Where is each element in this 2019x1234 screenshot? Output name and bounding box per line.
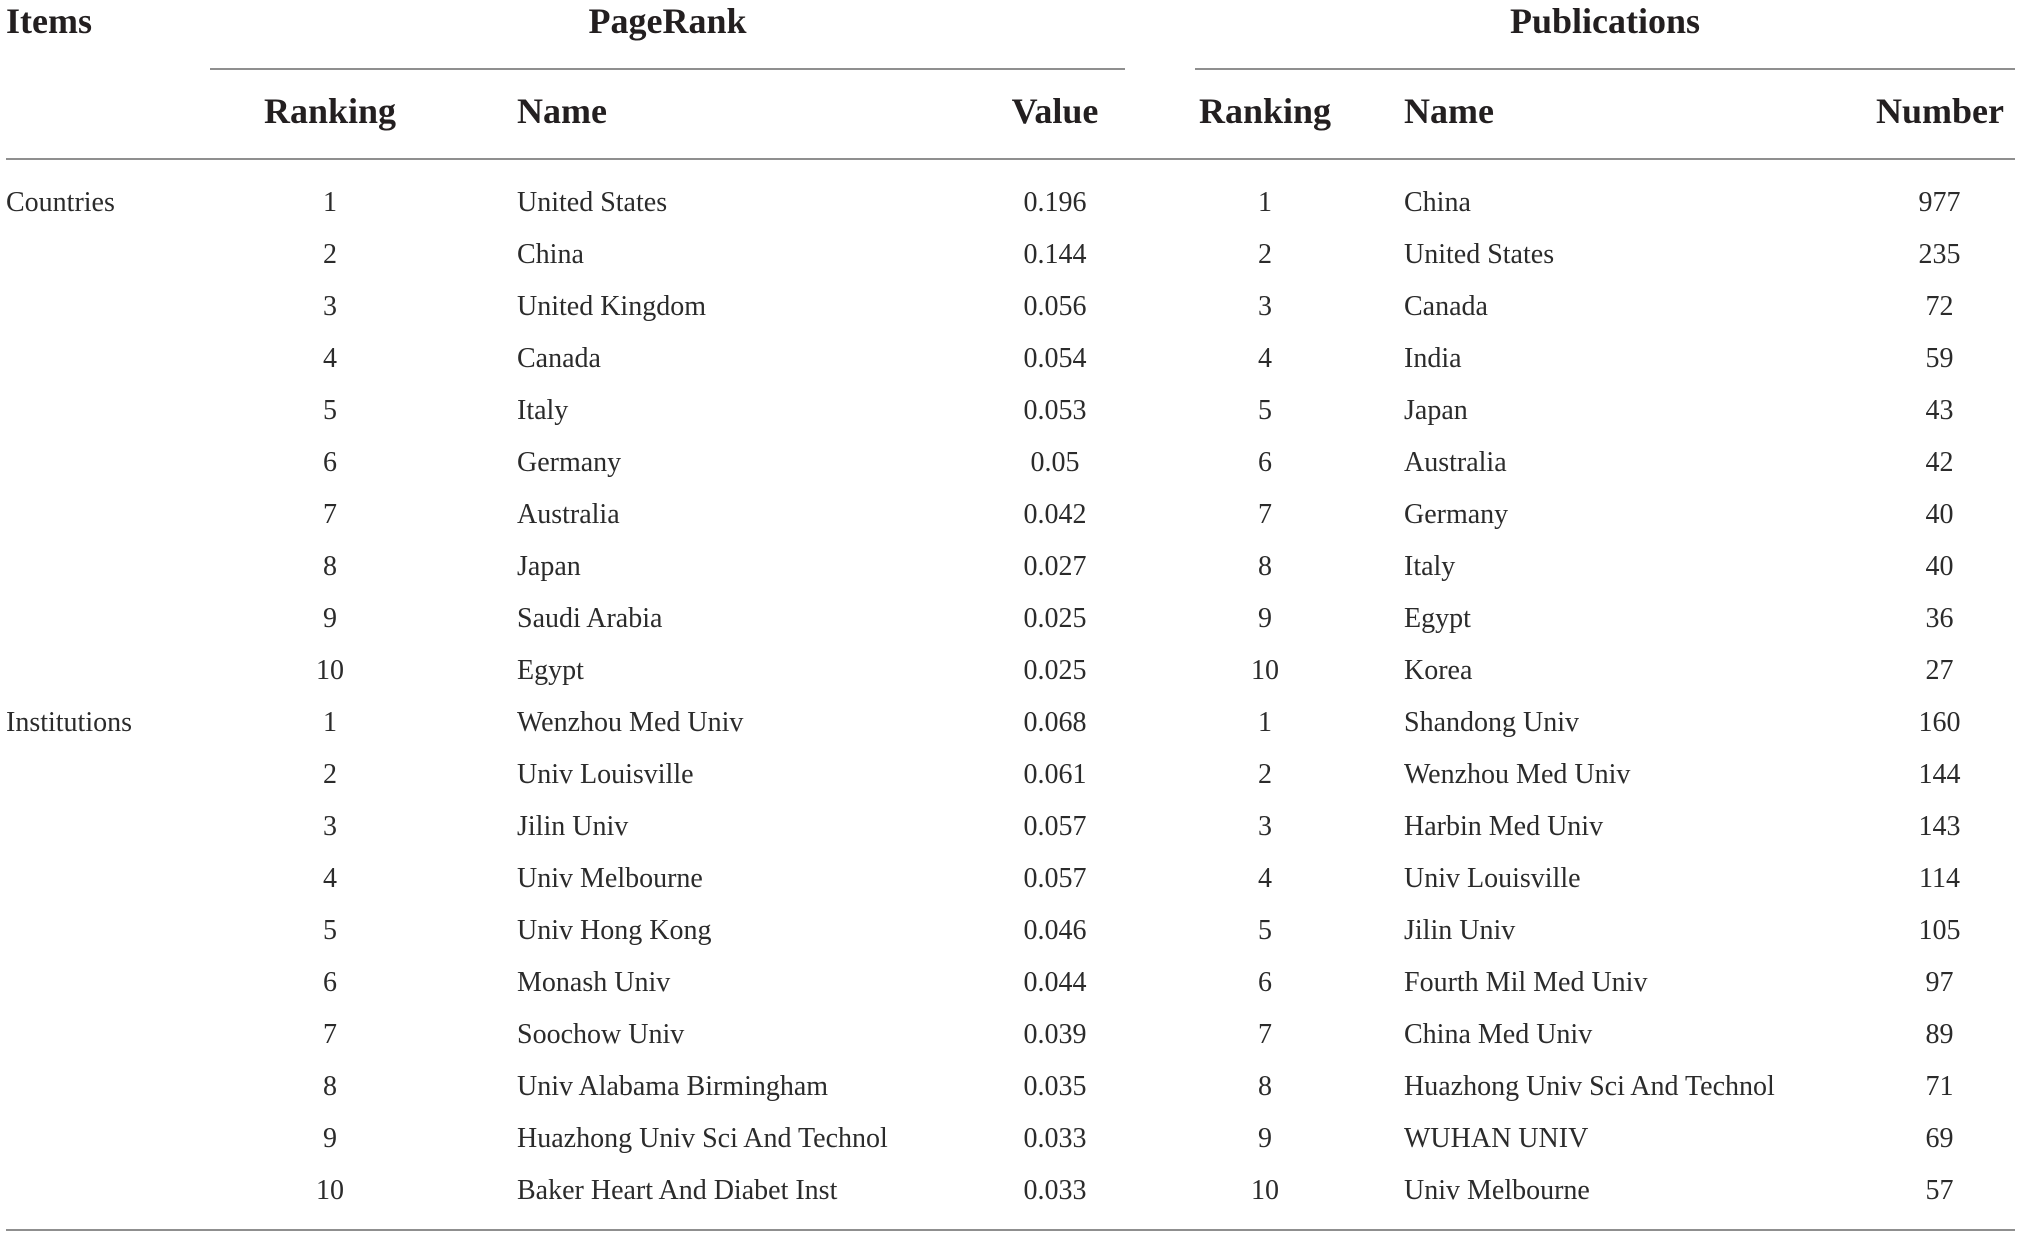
spacer-cell [450, 177, 517, 229]
spacer-cell [1130, 489, 1195, 541]
publications-number-cell: 42 [1925, 447, 1954, 478]
pagerank-name-cell: United States [517, 187, 668, 218]
pagerank-name-cell: Soochow Univ [517, 1019, 685, 1050]
publications-ranking-cell: 5 [1258, 395, 1272, 426]
publications-name-cell: Canada [1404, 291, 1488, 322]
pagerank-name-cell: Univ Louisville [517, 759, 694, 790]
spacer-cell [1335, 229, 1404, 281]
publications-ranking-cell: 1 [1258, 707, 1272, 738]
spacer-cell [1130, 333, 1195, 385]
publications-ranking-cell: 2 [1258, 239, 1272, 270]
pagerank-value-cell: 0.05 [1030, 447, 1080, 478]
spacer-cell [1130, 749, 1195, 801]
pagerank-ranking-cell: 1 [323, 707, 337, 738]
spacer-cell [1335, 593, 1404, 645]
ranking-table [0, 177, 2019, 1217]
spacer-cell [1335, 281, 1404, 333]
category-cell [0, 229, 210, 281]
pagerank-ranking-cell: 5 [323, 395, 337, 426]
spacer-cell [1130, 541, 1195, 593]
publications-number-cell: 59 [1925, 343, 1954, 374]
spacer-cell [1130, 229, 1195, 281]
pagerank-ranking-cell: 8 [323, 1071, 337, 1102]
category-cell [0, 801, 210, 853]
table-row [0, 749, 2019, 801]
pagerank-ranking-cell: 1 [323, 187, 337, 218]
publications-name-cell: Univ Louisville [1404, 863, 1581, 894]
pagerank-value-cell: 0.042 [1023, 499, 1087, 530]
table-row [0, 281, 2019, 333]
publications-number-cell: 160 [1918, 707, 1961, 738]
pagerank-value-cell: 0.033 [1023, 1175, 1087, 1206]
spacer-cell [1335, 1061, 1404, 1113]
spacer-cell [450, 437, 517, 489]
pagerank-ranking-cell: 10 [316, 655, 344, 686]
pagerank-value-cell: 0.025 [1023, 655, 1087, 686]
pagerank-value-cell: 0.027 [1023, 551, 1087, 582]
category-cell [0, 281, 210, 333]
header-publications: Publications [1509, 1, 1701, 41]
spacer-cell [450, 385, 517, 437]
pagerank-ranking-cell: 4 [323, 343, 337, 374]
pagerank-value-cell: 0.053 [1023, 395, 1087, 426]
publications-name-cell: Univ Melbourne [1404, 1175, 1590, 1206]
category-cell [0, 333, 210, 385]
spacer-cell [1130, 281, 1195, 333]
category-cell: Countries [6, 187, 115, 218]
publications-name-cell: Huazhong Univ Sci And Technol [1404, 1071, 1775, 1102]
publications-number-cell: 97 [1925, 967, 1954, 998]
pagerank-name-cell: Univ Alabama Birmingham [517, 1071, 829, 1102]
subheader-pagerank-value: Value [1011, 91, 1099, 131]
publications-number-cell: 89 [1925, 1019, 1954, 1050]
category-cell [0, 749, 210, 801]
publications-number-cell: 71 [1925, 1071, 1954, 1102]
table-row [0, 697, 2019, 749]
table-row [0, 801, 2019, 853]
publications-ranking-cell: 6 [1258, 967, 1272, 998]
publications-name-cell: WUHAN UNIV [1404, 1123, 1589, 1154]
publications-ranking-cell: 3 [1258, 811, 1272, 842]
publications-ranking-cell: 7 [1258, 499, 1272, 530]
header-items: Items [6, 1, 92, 41]
table-row [0, 1165, 2019, 1217]
table-row [0, 1009, 2019, 1061]
subheader-publications-name: Name [1404, 91, 1494, 131]
spacer-cell [1335, 1113, 1404, 1165]
category-cell [0, 385, 210, 437]
publications-ranking-cell: 8 [1258, 551, 1272, 582]
spacer-cell [1130, 853, 1195, 905]
pagerank-ranking-cell: 4 [323, 863, 337, 894]
pagerank-value-cell: 0.039 [1023, 1019, 1087, 1050]
table-row [0, 957, 2019, 1009]
publications-number-cell: 57 [1925, 1175, 1954, 1206]
spacer-cell [450, 1113, 517, 1165]
pagerank-name-cell: Saudi Arabia [517, 603, 663, 634]
spacer-cell [1130, 385, 1195, 437]
publications-number-cell: 36 [1925, 603, 1954, 634]
table-row [0, 645, 2019, 697]
spacer-cell [450, 281, 517, 333]
publications-name-cell: Harbin Med Univ [1404, 811, 1604, 842]
spacer-cell [1130, 957, 1195, 1009]
publications-number-cell: 43 [1925, 395, 1954, 426]
publications-number-cell: 69 [1925, 1123, 1954, 1154]
category-cell [0, 541, 210, 593]
pagerank-name-cell: Wenzhou Med Univ [517, 707, 744, 738]
spacer-cell [1335, 177, 1404, 229]
spacer-cell [450, 801, 517, 853]
pagerank-value-cell: 0.057 [1023, 811, 1087, 842]
subheader-pagerank-name: Name [517, 91, 607, 131]
category-cell [0, 1009, 210, 1061]
spacer-cell [1335, 905, 1404, 957]
publications-ranking-cell: 4 [1258, 343, 1272, 374]
pagerank-ranking-cell: 7 [323, 1019, 337, 1050]
spacer-cell [450, 593, 517, 645]
pagerank-value-cell: 0.044 [1023, 967, 1087, 998]
spacer-cell [1130, 177, 1195, 229]
spacer-cell [450, 489, 517, 541]
spacer-cell [450, 333, 517, 385]
pagerank-name-cell: Univ Melbourne [517, 863, 703, 894]
pagerank-value-cell: 0.068 [1023, 707, 1087, 738]
pagerank-value-cell: 0.061 [1023, 759, 1087, 790]
pagerank-value-cell: 0.056 [1023, 291, 1087, 322]
publications-ranking-cell: 3 [1258, 291, 1272, 322]
table-row [0, 489, 2019, 541]
spacer-cell [1130, 1009, 1195, 1061]
category-cell [0, 853, 210, 905]
pagerank-name-cell: Baker Heart And Diabet Inst [517, 1175, 838, 1206]
publications-ranking-cell: 7 [1258, 1019, 1272, 1050]
table-row [0, 593, 2019, 645]
publications-name-cell: Wenzhou Med Univ [1404, 759, 1631, 790]
pagerank-name-cell: Egypt [517, 655, 584, 686]
publications-name-cell: Fourth Mil Med Univ [1404, 967, 1648, 998]
pagerank-ranking-cell: 3 [323, 811, 337, 842]
publications-ranking-cell: 6 [1258, 447, 1272, 478]
spacer-cell [1130, 697, 1195, 749]
pagerank-group-rule [210, 68, 1125, 70]
table-row [0, 541, 2019, 593]
category-cell [0, 957, 210, 1009]
spacer-cell [1130, 905, 1195, 957]
table-row [0, 1113, 2019, 1165]
spacer-cell [1130, 437, 1195, 489]
spacer-cell [1130, 645, 1195, 697]
table-bottom-rule [6, 1229, 2015, 1231]
pagerank-name-cell: China [517, 239, 584, 270]
pagerank-value-cell: 0.144 [1023, 239, 1087, 270]
pagerank-name-cell: Huazhong Univ Sci And Technol [517, 1123, 888, 1154]
table-row [0, 229, 2019, 281]
spacer-cell [1335, 541, 1404, 593]
spacer-cell [1335, 749, 1404, 801]
pagerank-name-cell: Italy [517, 395, 569, 426]
table-row [0, 905, 2019, 957]
publications-name-cell: Korea [1404, 655, 1473, 686]
pagerank-name-cell: Canada [517, 343, 601, 374]
publications-name-cell: Japan [1404, 395, 1468, 426]
pagerank-name-cell: Monash Univ [517, 967, 671, 998]
pagerank-value-cell: 0.054 [1023, 343, 1087, 374]
pagerank-name-cell: Japan [517, 551, 581, 582]
subheader-pagerank-ranking: Ranking [263, 91, 397, 131]
publications-name-cell: Germany [1404, 499, 1509, 530]
table-row [0, 853, 2019, 905]
pagerank-name-cell: United Kingdom [517, 291, 706, 322]
publications-ranking-cell: 8 [1258, 1071, 1272, 1102]
pagerank-ranking-cell: 6 [323, 967, 337, 998]
pagerank-ranking-cell: 6 [323, 447, 337, 478]
category-cell [0, 645, 210, 697]
category-cell [0, 905, 210, 957]
publications-number-cell: 40 [1925, 551, 1954, 582]
spacer-cell [1335, 645, 1404, 697]
subheader-publications-number: Number [1876, 91, 2004, 131]
spacer-cell [1335, 437, 1404, 489]
category-cell [0, 437, 210, 489]
publications-group-rule [1195, 68, 2015, 70]
publications-name-cell: Italy [1404, 551, 1456, 582]
category-cell: Institutions [6, 707, 133, 738]
spacer-cell [450, 229, 517, 281]
pagerank-ranking-cell: 3 [323, 291, 337, 322]
table-body [0, 177, 2019, 1217]
publications-number-cell: 40 [1925, 499, 1954, 530]
spacer-cell [450, 697, 517, 749]
header-pagerank: PageRank [588, 1, 747, 41]
spacer-cell [1130, 1113, 1195, 1165]
pagerank-name-cell: Univ Hong Kong [517, 915, 712, 946]
pagerank-value-cell: 0.025 [1023, 603, 1087, 634]
category-cell [0, 1061, 210, 1113]
publications-number-cell: 105 [1918, 915, 1961, 946]
pagerank-ranking-cell: 8 [323, 551, 337, 582]
spacer-cell [450, 1061, 517, 1113]
pagerank-value-cell: 0.046 [1023, 915, 1087, 946]
publications-ranking-cell: 5 [1258, 915, 1272, 946]
publications-ranking-cell: 2 [1258, 759, 1272, 790]
publications-ranking-cell: 4 [1258, 863, 1272, 894]
category-cell [0, 1113, 210, 1165]
pagerank-name-cell: Australia [517, 499, 620, 530]
spacer-cell [450, 957, 517, 1009]
table-row [0, 1061, 2019, 1113]
category-cell [0, 1165, 210, 1217]
pagerank-value-cell: 0.196 [1023, 187, 1087, 218]
subheader-publications-ranking: Ranking [1198, 91, 1332, 131]
category-cell [0, 593, 210, 645]
spacer-cell [1335, 333, 1404, 385]
publications-ranking-cell: 10 [1251, 655, 1279, 686]
pagerank-value-cell: 0.033 [1023, 1123, 1087, 1154]
pagerank-ranking-cell: 9 [323, 603, 337, 634]
publications-name-cell: China Med Univ [1404, 1019, 1593, 1050]
spacer-cell [1335, 385, 1404, 437]
publications-name-cell: China [1404, 187, 1471, 218]
publications-number-cell: 977 [1918, 187, 1961, 218]
publications-name-cell: Egypt [1404, 603, 1471, 634]
spacer-cell [1130, 1061, 1195, 1113]
spacer-cell [1335, 489, 1404, 541]
publications-number-cell: 235 [1918, 239, 1961, 270]
publications-name-cell: India [1404, 343, 1462, 374]
table-row [0, 333, 2019, 385]
publications-name-cell: Jilin Univ [1404, 915, 1516, 946]
spacer-cell [1335, 801, 1404, 853]
spacer-cell [450, 1165, 517, 1217]
spacer-cell [450, 905, 517, 957]
publications-name-cell: Shandong Univ [1404, 707, 1579, 738]
spacer-cell [1130, 593, 1195, 645]
spacer-cell [1130, 801, 1195, 853]
spacer-cell [1335, 1165, 1404, 1217]
table-row [0, 437, 2019, 489]
publications-number-cell: 114 [1919, 863, 1960, 894]
spacer-cell [450, 645, 517, 697]
pagerank-ranking-cell: 2 [323, 759, 337, 790]
pagerank-value-cell: 0.035 [1023, 1071, 1087, 1102]
spacer-cell [1130, 1165, 1195, 1217]
publications-ranking-cell: 9 [1258, 603, 1272, 634]
pagerank-name-cell: Germany [517, 447, 622, 478]
pagerank-ranking-cell: 2 [323, 239, 337, 270]
spacer-cell [450, 853, 517, 905]
spacer-cell [1335, 1009, 1404, 1061]
pagerank-ranking-cell: 10 [316, 1175, 344, 1206]
spacer-cell [450, 541, 517, 593]
spacer-cell [1335, 957, 1404, 1009]
category-cell [0, 489, 210, 541]
publications-number-cell: 144 [1918, 759, 1961, 790]
header-bottom-rule [6, 158, 2015, 160]
publications-name-cell: Australia [1404, 447, 1507, 478]
publications-ranking-cell: 1 [1258, 187, 1272, 218]
publications-number-cell: 143 [1918, 811, 1961, 842]
pagerank-ranking-cell: 5 [323, 915, 337, 946]
publications-number-cell: 27 [1925, 655, 1954, 686]
spacer-cell [450, 749, 517, 801]
pagerank-value-cell: 0.057 [1023, 863, 1087, 894]
publications-ranking-cell: 10 [1251, 1175, 1279, 1206]
table-row [0, 177, 2019, 229]
spacer-cell [1335, 853, 1404, 905]
pagerank-ranking-cell: 9 [323, 1123, 337, 1154]
pagerank-ranking-cell: 7 [323, 499, 337, 530]
spacer-cell [450, 1009, 517, 1061]
publications-name-cell: United States [1404, 239, 1555, 270]
spacer-cell [1335, 697, 1404, 749]
table-row [0, 385, 2019, 437]
publications-number-cell: 72 [1925, 291, 1954, 322]
publications-ranking-cell: 9 [1258, 1123, 1272, 1154]
pagerank-name-cell: Jilin Univ [517, 811, 629, 842]
